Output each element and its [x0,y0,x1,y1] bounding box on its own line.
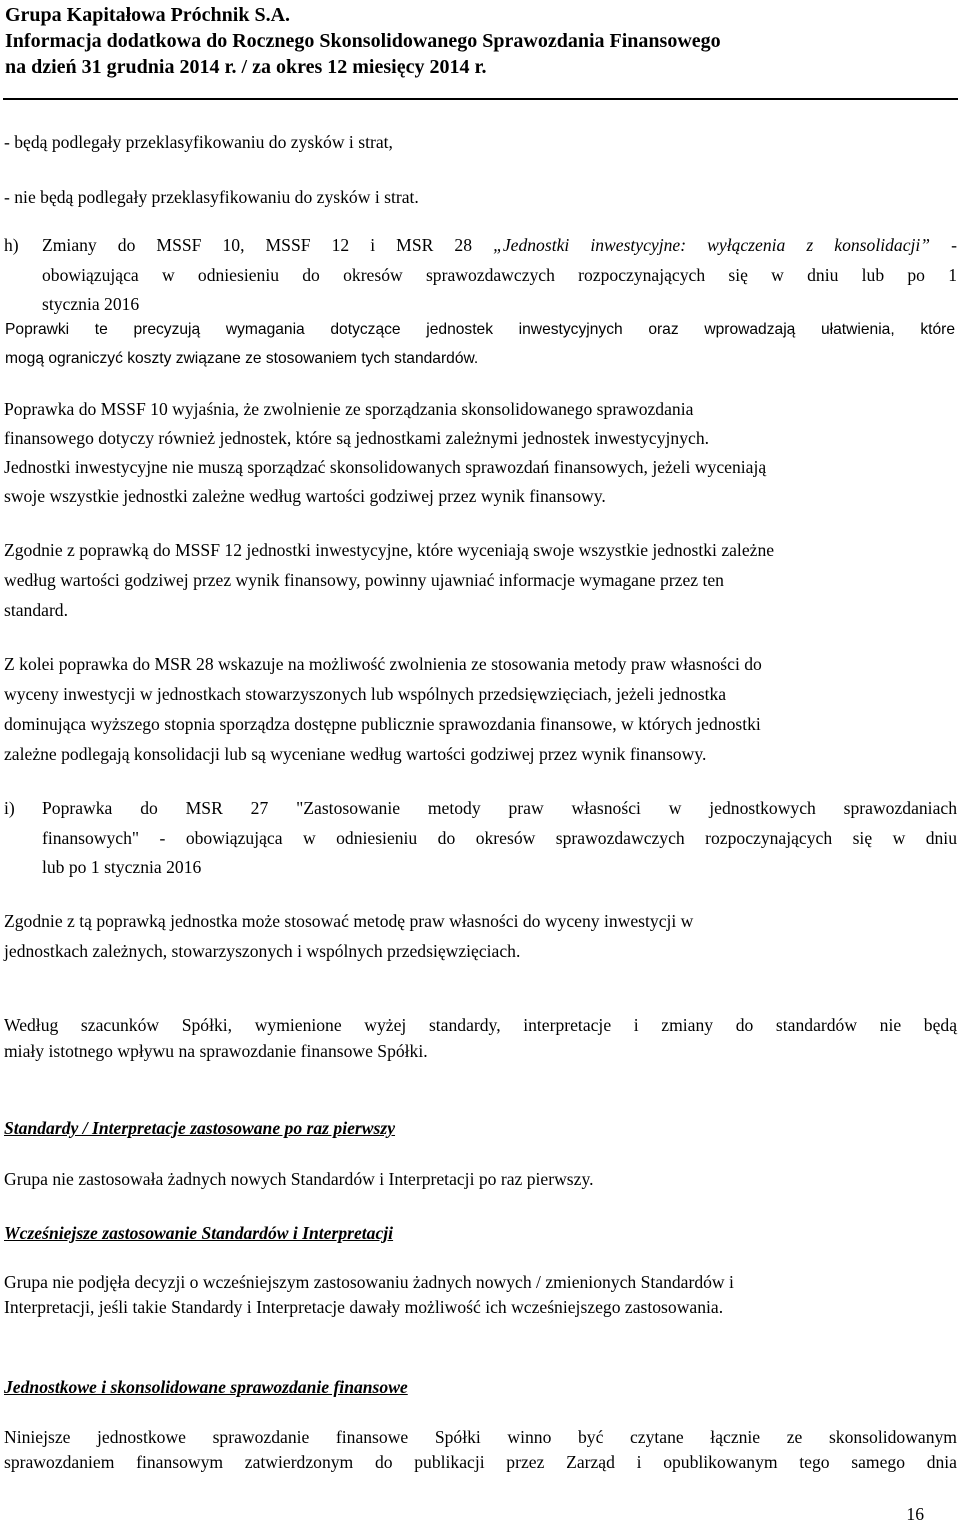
paragraph-line: Poprawka do MSSF 10 wyjaśnia, że zwolnienie ze sporządzania skonsolidowanego sprawozdania [4,399,694,419]
page-header [5,2,957,80]
paragraph-line: standard. [4,600,69,620]
paragraph-line: jednostkach zależnych, stowarzyszonych i wspólnych przedsięwzięciach. [4,941,521,961]
section-heading: Jednostkowe i skonsolidowane sprawozdanie finansowe [4,1377,408,1397]
company-name: Grupa Kapitałowa Próchnik S.A. [5,4,291,26]
section-label: i) [4,798,15,818]
paragraph-line: według wartości godziwej przez wynik finansowy, powinny ujawniać informacje wymagane przez ten [4,570,724,590]
document-date-line: na dzień 31 grudnia 2014 r. / za okres 12 miesięcy 2014 r. [5,56,487,78]
section-i-line3: lub po 1 stycznia 2016 [42,857,202,877]
paragraph-line: Według szacunków Spółki, wymienione wyżej standardy, interpretacje i zmiany do standardów nie będą [4,1015,957,1035]
section-h-line1: Zmiany do MSSF 10, MSSF 12 i MSR 28 „Jednostki inwestycyjne: wyłączenia z konsolidacji” - [42,235,957,255]
section-h-line2: obowiązująca w odniesieniu do okresów sprawozdawczych rozpoczynających się w dniu lub po 1 [42,264,957,285]
paragraph-line: Zgodnie z tą poprawką jednostka może stosować metodę praw własności do wyceny inwestycji w [4,911,694,931]
paragraph-line: wyceny inwestycji w jednostkach stowarzyszonych lub wspólnych przedsięwzięciach, jeżeli jednostka [4,684,727,704]
paragraph-line: zależne podlegają konsolidacji lub są wyceniane według wartości godziwej przez wynik finansowy. [4,744,707,764]
section-label: h) [4,235,19,255]
section-heading: Standardy / Interpretacje zastosowane po raz pierwszy [4,1118,396,1138]
paragraph-line: Zgodnie z poprawką do MSSF 12 jednostki inwestycyjne, które wyceniają swoje wszystkie jednostki zależne [4,540,775,560]
paragraph-line: swoje wszystkie jednostki zależne według wartości godziwej przez wynik finansowy. [4,486,606,506]
paragraph-line: miały istotnego wpływu na sprawozdanie finansowe Spółki. [4,1041,428,1061]
bullet-line: - będą podlegały przeklasyfikowaniu do zysków i strat, [4,132,393,152]
paragraph-line: dominująca wyższego stopnia sporządza dostępne publicznie sprawozdania finansowe, w których jednostki [4,714,761,734]
header-rule [3,98,958,100]
paragraph-line: finansowego dotyczy również jednostek, które są jednostkami zależnymi jednostek inwestycyjnych. [4,428,710,448]
paragraph-line: Poprawki te precyzują wymagania dotyczące jednostek inwestycyjnych oraz wprowadzają ułatwienia, które [5,321,955,338]
section-h [4,231,957,321]
document-title: Informacja dodatkowa do Rocznego Skonsolidowanego Sprawozdania Finansowego [5,30,721,52]
paragraph-line: Jednostki inwestycyjne nie muszą sporządzać skonsolidowanych sprawozdań finansowych, jeżeli wyceniają [4,457,767,477]
paragraph-line: sprawozdaniem finansowym zatwierdzonym do publikacji przez Zarząd i opublikowanym tego samego dnia [4,1452,957,1472]
section-heading: Wcześniejsze zastosowanie Standardów i Interpretacji [4,1223,394,1243]
section-i-line2: finansowych" - obowiązująca w odniesieniu do okresów sprawozdawczych rozpoczynających się w dniu [42,827,957,848]
bullet-line: - nie będą podlegały przeklasyfikowaniu do zysków i strat. [4,187,419,207]
paragraph-line: mogą ograniczyć koszty związane ze stosowaniem tych standardów. [5,350,479,367]
paragraph-line: Interpretacji, jeśli takie Standardy i Interpretacje dawały możliwość ich wcześniejszego zastosowania. [4,1297,724,1317]
section-i [4,794,957,884]
paragraph-line: Grupa nie zastosowała żadnych nowych Standardów i Interpretacji po raz pierwszy. [4,1169,594,1189]
paragraph-line: Niniejsze jednostkowe sprawozdanie finansowe Spółki winno być czytane łącznie ze skonsolidowanym [4,1427,957,1447]
paragraph-line: Grupa nie podjęła decyzji o wcześniejszym zastosowaniu żadnych nowych / zmienionych Standardów i [4,1272,734,1292]
standard-title: „Jednostki inwestycyjne: wyłączenia z konsolidacji” [493,235,931,255]
section-h-line3: stycznia 2016 [42,294,140,314]
section-i-line1: Poprawka do MSR 27 "Zastosowanie metody praw własności w jednostkowych sprawozdaniach [42,798,957,818]
page-number: 16 [906,1504,924,1524]
paragraph-line: Z kolei poprawka do MSR 28 wskazuje na możliwość zwolnienia ze stosowania metody praw własności do [4,654,762,674]
